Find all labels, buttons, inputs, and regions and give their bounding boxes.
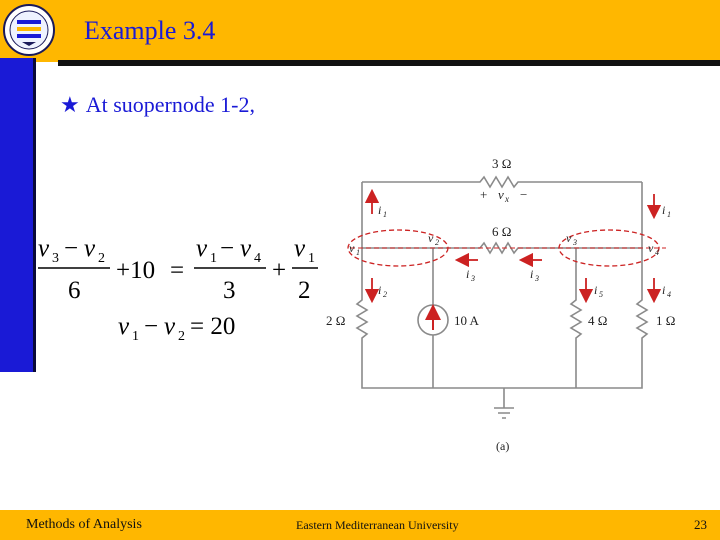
i2-label: i (378, 283, 382, 297)
i3-left-label: i (466, 267, 470, 281)
header-rule (58, 60, 720, 66)
eq1-t1-num-b: v (84, 235, 96, 262)
r-top-label: 3 Ω (492, 156, 512, 171)
source-label: 10 A (454, 313, 479, 328)
v2-sub: 2 (435, 238, 439, 247)
footer-institution: Eastern Mediterranean University (296, 518, 459, 532)
i3-left-sub: 3 (471, 274, 475, 283)
vx-plus: + (480, 187, 488, 202)
side-bar (0, 58, 36, 372)
eq1-t2-num-minus: − (220, 235, 235, 262)
eq1-term1 (38, 235, 110, 304)
footer-band (0, 510, 720, 540)
i5-label: i (594, 283, 598, 297)
vx-minus: − (520, 187, 528, 202)
v2-label: v (428, 231, 434, 245)
eq1-t2-num-a: v (196, 235, 208, 262)
eq1-term2 (194, 235, 266, 304)
i1-right-sub: 1 (667, 210, 671, 219)
eq1-t3-den: 2 (298, 277, 311, 304)
i1-right-label: i (662, 203, 666, 217)
bullet-label: At suopernode 1-2, (85, 92, 255, 117)
eq1-t2-num-b: v (240, 235, 252, 262)
eq2-b-sub: 2 (178, 329, 185, 344)
eq2-a: v (118, 313, 130, 340)
slide-title: Example 3.4 (84, 16, 216, 45)
i3-right-sub: 3 (535, 274, 539, 283)
current-source-icon (418, 305, 448, 335)
eq2-b: v (164, 313, 176, 340)
eq1-t1-num-a-sub: 3 (52, 251, 59, 266)
eq1-term3 (292, 235, 318, 304)
university-logo-icon (2, 2, 56, 58)
i2-sub: 2 (383, 290, 387, 299)
v4-sub: 4 (655, 248, 659, 257)
eq1-t1-den: 6 (68, 277, 81, 304)
vx-sub: x (505, 194, 509, 204)
eq2 (118, 313, 235, 344)
r-left-label: 2 Ω (326, 313, 346, 328)
v1-label: v (349, 241, 355, 255)
eq1-t3-num: v (294, 235, 306, 262)
circuit-diagram (320, 150, 696, 460)
i5-sub: 5 (599, 290, 603, 299)
eq1-t3-num-sub: 1 (308, 251, 315, 266)
footer-course-title: Methods of Analysis (26, 517, 142, 532)
eq1-equals: = (170, 257, 185, 284)
r-right-outer-label: 1 Ω (656, 313, 676, 328)
i1-left-sub: 1 (383, 210, 387, 219)
eq1-t1-num-b-sub: 2 (98, 251, 105, 266)
nodal-equations (36, 232, 336, 352)
bullet-text (60, 92, 255, 118)
wire-top (362, 177, 642, 187)
star-bullet-icon: ★ (60, 92, 80, 117)
i3-right-label: i (530, 267, 534, 281)
eq1-plus-ten: +10 (116, 257, 156, 284)
eq1-plus: + (272, 257, 287, 284)
r-right-inner-label: 4 Ω (588, 313, 608, 328)
eq1-t2-num-b-sub: 4 (254, 251, 261, 266)
wire-left (357, 182, 576, 388)
wire-right-inner (571, 248, 581, 388)
r-mid-label: 6 Ω (492, 224, 512, 239)
vx-label: v (498, 187, 504, 202)
wire-ground (494, 388, 514, 418)
eq2-a-sub: 1 (132, 329, 139, 344)
v3-sub: 3 (573, 238, 577, 247)
eq1-t1-num-a: v (38, 235, 50, 262)
i1-left-label: i (378, 203, 382, 217)
i4-sub: 4 (667, 290, 671, 299)
eq2-rhs: = 20 (190, 313, 236, 340)
eq1-t1-num-minus: − (64, 235, 79, 262)
eq2-minus: − (144, 313, 159, 340)
eq1-t2-num-a-sub: 1 (210, 251, 217, 266)
v3-label: v (566, 231, 572, 245)
eq1-t2-den: 3 (223, 277, 236, 304)
v1-sub: 1 (356, 248, 360, 257)
circuit-caption: (a) (496, 439, 510, 453)
footer-page-number: 23 (694, 517, 707, 532)
i4-label: i (662, 283, 666, 297)
v4-label: v (648, 241, 654, 255)
